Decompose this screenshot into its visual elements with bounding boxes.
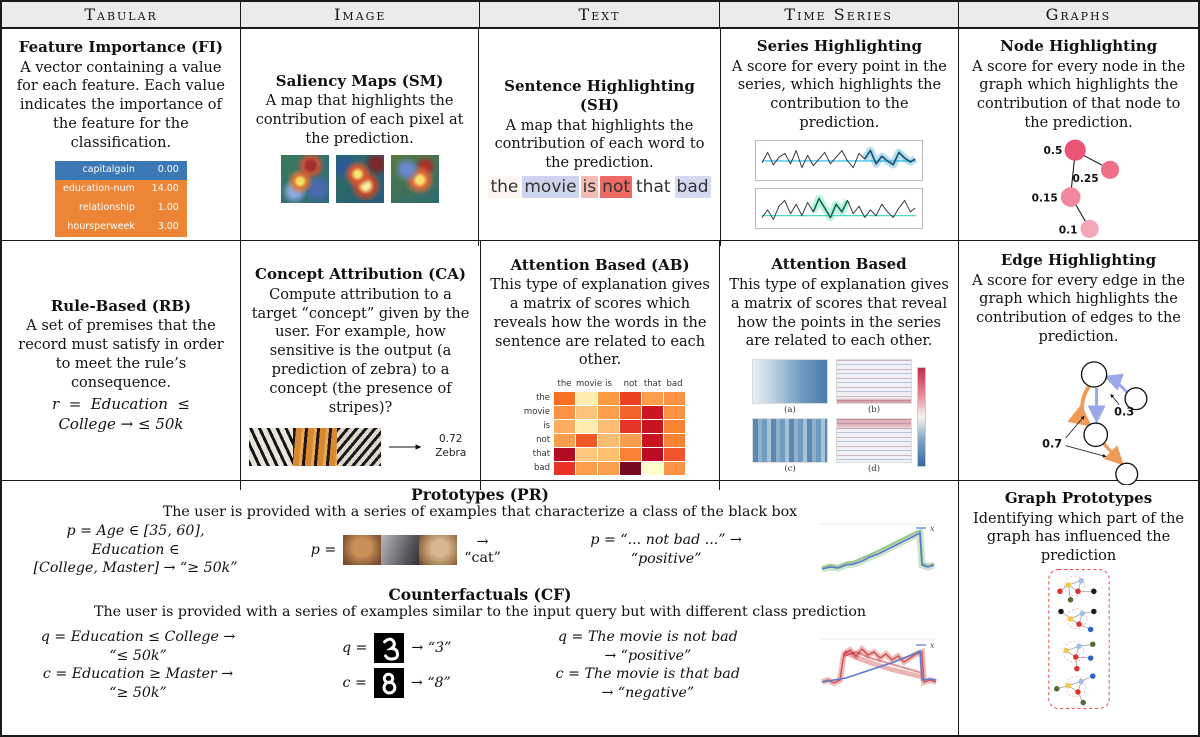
highlighted-sentence: [487, 176, 711, 198]
row-2: [2, 241, 1198, 481]
attention-matrix: [515, 379, 685, 475]
matrix-row-label: that: [532, 449, 551, 460]
attention-heatmap-image: [752, 418, 828, 463]
column-header-image: Image: [241, 2, 480, 27]
attention-series-subfigure: [836, 359, 912, 416]
cell-sentence-highlighting: [479, 29, 720, 246]
cat-image: [343, 535, 381, 565]
attention-heatmap-image: [836, 418, 912, 463]
zebra-image: [249, 428, 293, 466]
matrix-cell: [576, 434, 597, 447]
math-prefix: p =: [310, 541, 337, 558]
matrix-col-label: bad: [666, 379, 683, 390]
counterfactuals-examples-row: [6, 628, 954, 703]
prediction-label: → “3”: [411, 639, 452, 656]
prototype-series-plot: [814, 521, 942, 579]
cell-description: A score for every edge in the graph which highlights the contribution of edges to the prediction.: [972, 272, 1185, 346]
feature-row: relationship 1.00: [55, 199, 187, 218]
cell-title: Saliency Maps (SM): [275, 71, 444, 90]
cell-description: A map that highlights the contribution of each pixel at the prediction.: [255, 93, 464, 148]
matrix-cell: [598, 392, 619, 405]
matrix-cell: [598, 448, 619, 461]
rule-expression-line1: r = Education ≤: [51, 395, 190, 414]
node-score-label: 0.1: [1058, 224, 1078, 237]
matrix-cell: [554, 392, 575, 405]
math-line: → “positive”: [604, 647, 692, 664]
attention-series-subfigure: [752, 359, 828, 416]
cell-description: A map that highlights the contribution of each word to the prediction.: [494, 117, 705, 172]
node-score-label: 0.5: [1043, 144, 1062, 157]
series-highlight-plot-green: [755, 188, 923, 229]
stripes-image-strip: [249, 428, 381, 466]
prototypes-title: Prototypes (PR): [411, 485, 549, 504]
cell-description: A set of premises that the record must satisfy in order to meet the rule’s consequence.: [18, 318, 224, 391]
molecule-graph: [1058, 609, 1096, 633]
cell-description: This type of explanation gives a matrix of scores that reveal how the points in the series are related to each other.: [729, 276, 949, 350]
prediction-label: “cat”: [464, 550, 501, 566]
concept-score-label: 0.72 Zebra: [435, 433, 467, 459]
saliency-map-image: [391, 155, 439, 203]
molecule-graph: [1053, 673, 1095, 705]
matrix-col-label: is: [605, 379, 612, 390]
colorbar: [917, 367, 926, 467]
zebra-image: [337, 428, 381, 466]
cell-attention-based-text: [481, 241, 720, 490]
highlighted-word: bad: [676, 177, 709, 198]
highlighted-edge-orange: [1082, 386, 1089, 425]
matrix-col-label: the: [557, 379, 572, 390]
matrix-row-label: is: [543, 421, 551, 432]
bottom-section: [2, 481, 1198, 735]
matrix-col-label: not: [623, 379, 638, 390]
matrix-row-label: bad: [534, 463, 551, 474]
matrix-cell: [664, 434, 685, 447]
matrix-cell: [554, 448, 575, 461]
matrix-row-label: not: [536, 435, 551, 446]
cell-description: Identifying which part of the graph has influenced the prediction: [972, 510, 1185, 565]
cell-title: Feature Importance (FI): [18, 38, 223, 57]
cell-edge-highlighting: [959, 241, 1198, 490]
plot-legend-label: x: [929, 641, 935, 651]
matrix-cell: [598, 420, 619, 433]
concept-attribution-example: [249, 428, 472, 466]
graph-node: [1084, 423, 1107, 446]
math-line: → “negative”: [601, 685, 695, 702]
counterfactuals-title: Counterfactuals (CF): [388, 585, 572, 604]
math-line: p = “... not bad ...” →: [590, 532, 742, 549]
attention-heatmap-image: [836, 359, 912, 404]
math-line: “≤ 50k”: [109, 647, 167, 664]
cell-saliency-maps: [241, 29, 480, 246]
cell-series-highlighting: [721, 29, 960, 246]
highlighted-word: movie: [524, 177, 577, 198]
cell-title: Sentence Highlighting (SH): [504, 76, 695, 115]
math-line: c = The movie is that bad: [555, 666, 740, 683]
subfigure-label: (c): [784, 464, 796, 475]
tiger-image: [293, 428, 337, 466]
feature-row: capitalgain 0.00: [55, 161, 187, 180]
matrix-col-label: movie: [576, 379, 603, 390]
column-header-text: Text: [480, 2, 719, 27]
column-header-graphs: Graphs: [1045, 5, 1112, 24]
cell-feature-importance: [2, 29, 241, 246]
highlighted-edge-orange: [1103, 443, 1121, 463]
math-line: “≥ 50k”: [109, 685, 167, 702]
matrix-cell: [642, 406, 663, 419]
cell-prototypes-counterfactuals: [2, 481, 959, 735]
column-header-tabular: Tabular: [2, 2, 241, 27]
counterfactual-text-example: [535, 628, 760, 703]
math-line: c = Education ≥ Master →: [42, 666, 234, 683]
graph-node: [1064, 139, 1085, 160]
cell-description: This type of explanation gives a matrix of scores which reveals how the words in the sentence are related to each other.: [490, 277, 710, 369]
math-prefix: c =: [342, 674, 367, 691]
prototype-image-example: [293, 534, 518, 567]
cell-rule-based: [2, 241, 241, 490]
matrix-cell: [664, 392, 685, 405]
math-line: p = Age ∈ [35, 60],: [66, 522, 205, 539]
node-score-label: 0.15: [1031, 192, 1058, 205]
row-1: [2, 29, 1198, 241]
cell-title: Node Highlighting: [1000, 37, 1158, 55]
cell-title: Attention Based (AB): [510, 255, 690, 274]
prototypes-subtitle: The user is provided with a series of examples that characterize a class of the black box: [162, 504, 798, 520]
digit-image-counterfactual: [374, 668, 404, 698]
feature-importance-table: [55, 161, 187, 237]
matrix-row-label: movie: [523, 407, 551, 418]
highlighted-edge-blue: [1106, 377, 1126, 392]
graph-node: [1081, 362, 1106, 387]
cell-description: A score for every point in the series, which highlights the contribution to the prediction.: [731, 58, 947, 132]
math-line: “positive”: [630, 551, 702, 567]
graph-prototypes-image: [1047, 568, 1111, 710]
prototype-tabular-example: [18, 522, 253, 578]
math-prefix: q =: [341, 639, 368, 656]
attention-series-figures: [752, 359, 926, 475]
cell-title: Concept Attribution (CA): [255, 265, 466, 284]
prediction-label: → “8”: [410, 674, 451, 691]
matrix-cell: [576, 462, 597, 475]
subfigure-label: (d): [867, 464, 881, 475]
graph-node: [1060, 187, 1080, 207]
math-line: q = The movie is not bad: [557, 629, 738, 645]
matrix-cell: [554, 462, 575, 475]
feature-row: hoursperweek 3.00: [55, 218, 187, 237]
cell-title: Attention Based: [771, 255, 907, 274]
matrix-cell: [554, 434, 575, 447]
molecule-graph: [1063, 642, 1095, 672]
prediction-arrow-label: [464, 534, 501, 567]
matrix-cell: [576, 420, 597, 433]
matrix-cell: [620, 434, 641, 447]
cell-attention-based-series: [720, 241, 959, 490]
matrix-cell: [642, 462, 663, 475]
counterfactual-series-plot: [814, 636, 942, 694]
feature-row: education-num 14.00: [55, 180, 187, 199]
matrix-cell: [664, 462, 685, 475]
matrix-cell: [554, 406, 575, 419]
saliency-map-image: [336, 155, 384, 203]
counterfactual-image-example: [312, 633, 482, 698]
matrix-cell: [576, 448, 597, 461]
matrix-cell: [620, 420, 641, 433]
matrix-cell: [554, 420, 575, 433]
highlighted-word: the: [490, 177, 519, 198]
digit-image-query: [374, 633, 404, 663]
rule-expression-line2: College → ≤ 50k: [58, 414, 184, 433]
arrow-icon: →: [476, 533, 489, 550]
prototypes-examples-row: [6, 521, 954, 579]
matrix-cell: [642, 448, 663, 461]
matrix-cell: [664, 406, 685, 419]
series-highlight-plot-blue: [755, 140, 923, 181]
cat-image: [419, 535, 457, 565]
cell-description: Compute attribution to a target “concept” given by the user. For example, how sensitive is the output (a prediction of zebra) to a concept (the presence of stripes)?: [251, 286, 470, 416]
molecule-graph: [1057, 576, 1096, 603]
cell-title: Edge Highlighting: [1000, 251, 1157, 269]
subfigure-label: (b): [867, 405, 881, 416]
matrix-cell: [620, 448, 641, 461]
subfigure-label: (a): [784, 405, 796, 416]
cell-description: A score for every node in the graph which highlights the contribution of that node to the prediction.: [972, 58, 1186, 132]
plot-legend-label: x: [929, 524, 935, 533]
column-header-row: [2, 2, 1198, 29]
cell-concept-attribution: [241, 241, 481, 490]
matrix-cell: [620, 462, 641, 475]
edge-highlighting-graph: [984, 351, 1174, 485]
graph-node: [1101, 161, 1119, 179]
cell-title: Rule-Based (RB): [50, 296, 192, 315]
edge-score-label: 0.7: [1041, 437, 1062, 451]
matrix-cell: [598, 434, 619, 447]
matrix-cell: [642, 420, 663, 433]
math-line: Education ∈: [91, 541, 180, 558]
arrow-icon: [389, 442, 421, 452]
cell-title: Graph Prototypes: [1004, 489, 1153, 507]
matrix-row-label: the: [536, 393, 551, 404]
matrix-col-label: that: [643, 379, 662, 390]
attention-series-subfigure: [836, 418, 912, 475]
counterfactual-tabular-example: [18, 628, 258, 703]
cell-description: A vector containing a value for each feature. Each value indicates the importance of the feature for the classification.: [16, 59, 225, 151]
matrix-cell: [664, 448, 685, 461]
column-header-time-series: Time Series: [720, 2, 959, 27]
node-score-label: 0.25: [1072, 172, 1099, 185]
matrix-cell: [576, 406, 597, 419]
cat-image: [381, 535, 419, 565]
matrix-cell: [642, 392, 663, 405]
attention-heatmap-image: [752, 359, 828, 404]
matrix-cell: [620, 406, 641, 419]
math-line: q = Education ≤ College →: [40, 629, 236, 645]
highlighted-word: is: [582, 177, 597, 198]
prototype-text-example: [559, 531, 774, 568]
matrix-cell: [598, 406, 619, 419]
edge-score-label: 0.3: [1113, 405, 1134, 419]
matrix-cell: [598, 462, 619, 475]
graph-node: [1080, 220, 1098, 238]
matrix-cell: [576, 392, 597, 405]
matrix-cell: [620, 392, 641, 405]
saliency-map-strip: [281, 155, 439, 203]
cell-title: Series Highlighting: [756, 37, 923, 55]
highlighted-word: that: [636, 177, 671, 198]
counterfactuals-subtitle: The user is provided with a series of examples similar to the input query but with different class prediction: [93, 604, 867, 620]
cat-image-strip: [343, 535, 457, 565]
node-highlighting-graph: [989, 135, 1169, 241]
matrix-cell: [642, 434, 663, 447]
matrix-cell: [664, 420, 685, 433]
math-line: [College, Master] → “≥ 50k”: [33, 560, 238, 577]
saliency-map-image: [281, 155, 329, 203]
cell-graph-prototypes: [959, 481, 1198, 735]
highlighted-word: not: [602, 177, 631, 198]
cell-node-highlighting: [959, 29, 1198, 246]
attention-series-subfigure: [752, 418, 828, 475]
